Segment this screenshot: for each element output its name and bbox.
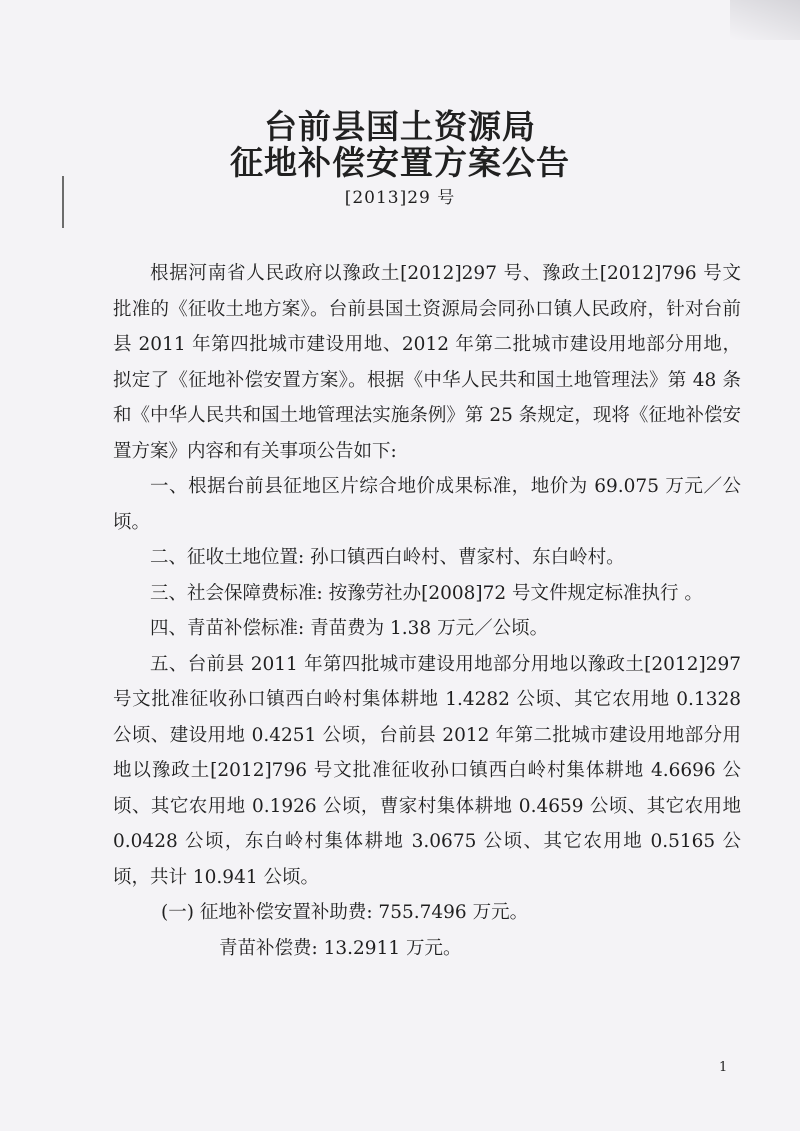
item-3-paragraph: 三、社会保障费标准: 按豫劳社办[2008]72 号文件规定标准执行 。	[150, 582, 703, 604]
scan-edge-shadow	[730, 0, 800, 40]
sub-item-2-paragraph: 青苗补偿费: 13.2911 万元。	[219, 937, 462, 959]
page-number: 1	[719, 1060, 728, 1075]
document-number: [2013]29 号	[344, 188, 456, 208]
document-title-line-2: 征地补偿安置方案公告	[230, 143, 570, 182]
document-title-line-1: 台前县国土资源局	[264, 107, 536, 146]
sub-item-1-paragraph: (一) 征地补偿安置补助费: 755.7496 万元。	[161, 902, 529, 923]
item-4-paragraph: 四、青苗补偿标准: 青苗费为 1.38 万元／公顷。	[150, 618, 549, 639]
document-body	[113, 256, 741, 966]
item-1-paragraph: 一、根据台前县征地区片综合地价成果标准，地价为 69.075 万元／公顷。	[113, 476, 741, 533]
item-2-paragraph: 二、征收土地位置: 孙口镇西白岭村、曹家村、东白岭村。	[150, 547, 625, 568]
intro-paragraph: 根据河南省人民政府以豫政土[2012]297 号、豫政土[2012]796 号文批准的《征收土地方案》。台前县国土资源局会同孙口镇人民政府，针对台前县 2011 年第四批城市建设用地、2012 年第二批城市建设用地部分用地，拟定了《征地补偿安置方案》。根据《中华人民共和国土地管理法》第 48 条和《中华人民共和国土地管理法实施条例》第 25 条规定，现将《征地补偿安置方案》内容和有关事项公告如下:	[113, 263, 741, 462]
item-5-paragraph: 五、台前县 2011 年第四批城市建设用地部分用地以豫政土[2012]297 号文批准征收孙口镇西白岭村集体耕地 1.4282 公顷、其它农用地 0.1328 公顷、建设用地 0.4251 公顷，台前县 2012 年第二批城市建设用地部分用地以豫政土[2012]796 号文批准征收孙口镇西白岭村集体耕地 4.6696 公顷、其它农用地 0.1926 公顷，曹家村集体耕地 0.4659 公顷、其它农用地 0.0428 公顷，东白岭村集体耕地 3.0675 公顷、其它农用地 0.5165 公顷，共计 10.941 公顷。	[113, 653, 741, 888]
